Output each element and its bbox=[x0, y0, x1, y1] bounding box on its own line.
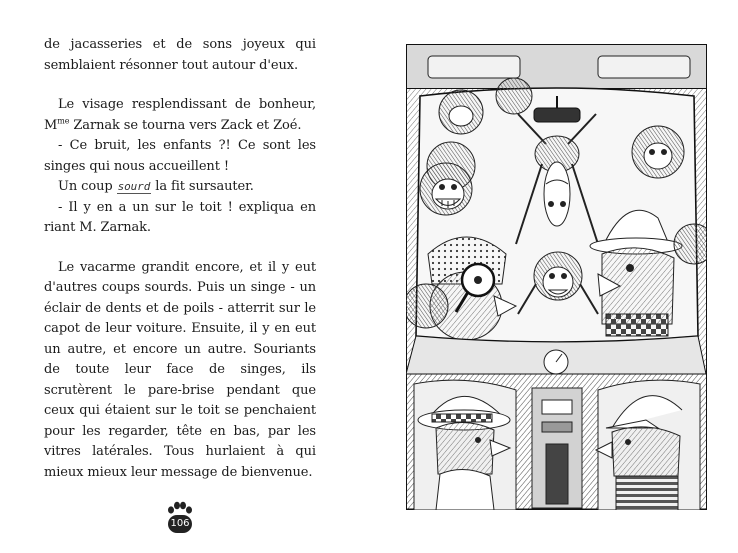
paragraph-2-superscript: me bbox=[57, 116, 70, 126]
paragraph-2-text-b: Zarnak se tourna vers Zack et Zoé. bbox=[69, 117, 302, 133]
paragraph-6: Le vacarme grandit encore, et il y eut d'autres coups sourds. Puis un singe - un éclair de dents et de poils - atterrit sur le capot de leur voiture. Ensuite, il y en eut un autre, et encore un autre. Souriants de toute leur face de singes, ils scrutèrent le pare-brise pendant que ceux qui étaient sur le toit se penchaient pour les regarder, tête en bas, par les vitres latérales. Tous hurlaient à qui mieux mieux leur message de bienvenue. bbox=[44, 259, 316, 480]
paragraph-4-text-b: la fit sursauter. bbox=[151, 179, 254, 194]
paragraph-3: - Ce bruit, les enfants ?! Ce sont les singes qui nous accueillent ! bbox=[44, 138, 316, 174]
paragraph-1: de jacasseries et de sons joyeux qui semblaient résonner tout autour d'eux. bbox=[44, 37, 316, 73]
body-text bbox=[44, 35, 316, 483]
illustration-monkeys-car bbox=[406, 44, 707, 510]
paragraph-2-text-a: Le visage resplendissant de bonheur, M bbox=[44, 97, 316, 133]
paragraph-4-text-a: Un coup bbox=[58, 179, 117, 194]
sound-effect-word: sourd bbox=[117, 180, 151, 193]
page-folio bbox=[166, 501, 194, 535]
page-number: 106 bbox=[168, 515, 192, 533]
paragraph-2 bbox=[44, 95, 316, 136]
paragraph-5: - Il y en a un sur le toit ! expliqua en riant M. Zarnak. bbox=[44, 199, 316, 235]
paragraph-4 bbox=[44, 177, 316, 198]
